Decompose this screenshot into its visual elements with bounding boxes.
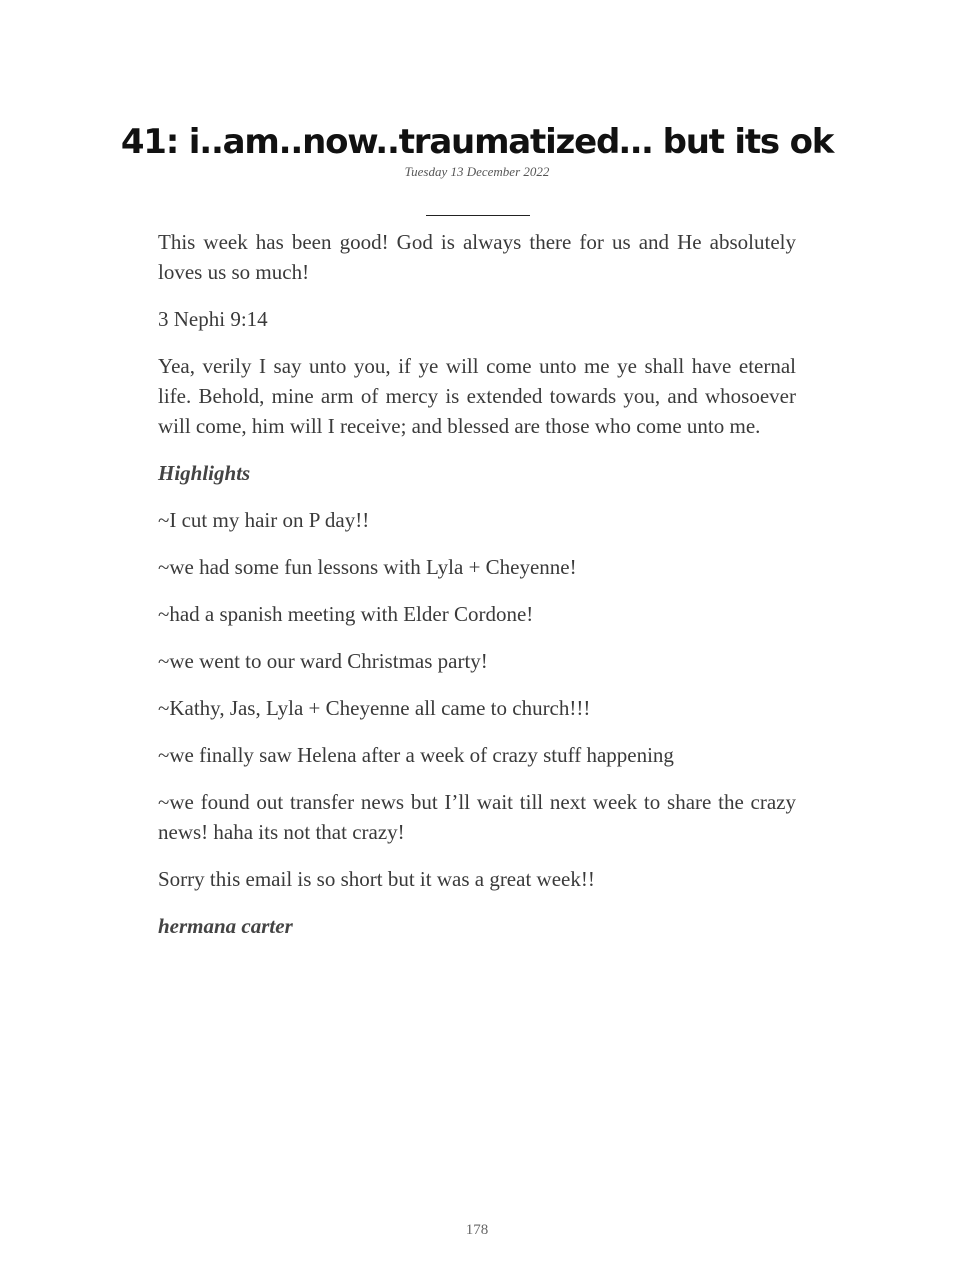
title-divider [426,215,530,216]
scripture-reference: 3 Nephi 9:14 [158,307,268,331]
intro-paragraph: This week has been good! God is always there for us and He absolutely loves us so much! [158,230,796,284]
scripture-quote: Yea, verily I say unto you, if ye will come unto me ye shall have eternal life. Behold, mine arm of mercy is extended towards you, and whosoever will come, him will I receive; and blessed are those who come unto me. [158,354,796,438]
highlight-item: ~had a spanish meeting with Elder Cordone! [158,602,534,626]
highlight-item: ~we went to our ward Christmas party! [158,649,488,673]
letter-body [158,227,796,958]
highlights-heading: Highlights [158,461,251,485]
post-date: Tuesday 13 December 2022 [404,164,550,179]
page-title: 41: i..am..now..traumatized… but its ok [120,122,834,162]
highlight-item: ~Kathy, Jas, Lyla + Cheyenne all came to church!!! [158,696,591,720]
page-number: 178 [465,1222,489,1238]
highlight-item: ~we had some fun lessons with Lyla + Cheyenne! [158,555,577,579]
highlight-item: ~we finally saw Helena after a week of crazy stuff happening [158,743,674,767]
highlight-item: ~I cut my hair on P day!! [158,508,370,532]
closing-line: Sorry this email is so short but it was a great week!! [158,867,595,891]
highlight-item: ~we found out transfer news but I’ll wait till next week to share the crazy news! haha its not that crazy! [158,790,796,844]
signature: hermana carter [158,914,293,938]
